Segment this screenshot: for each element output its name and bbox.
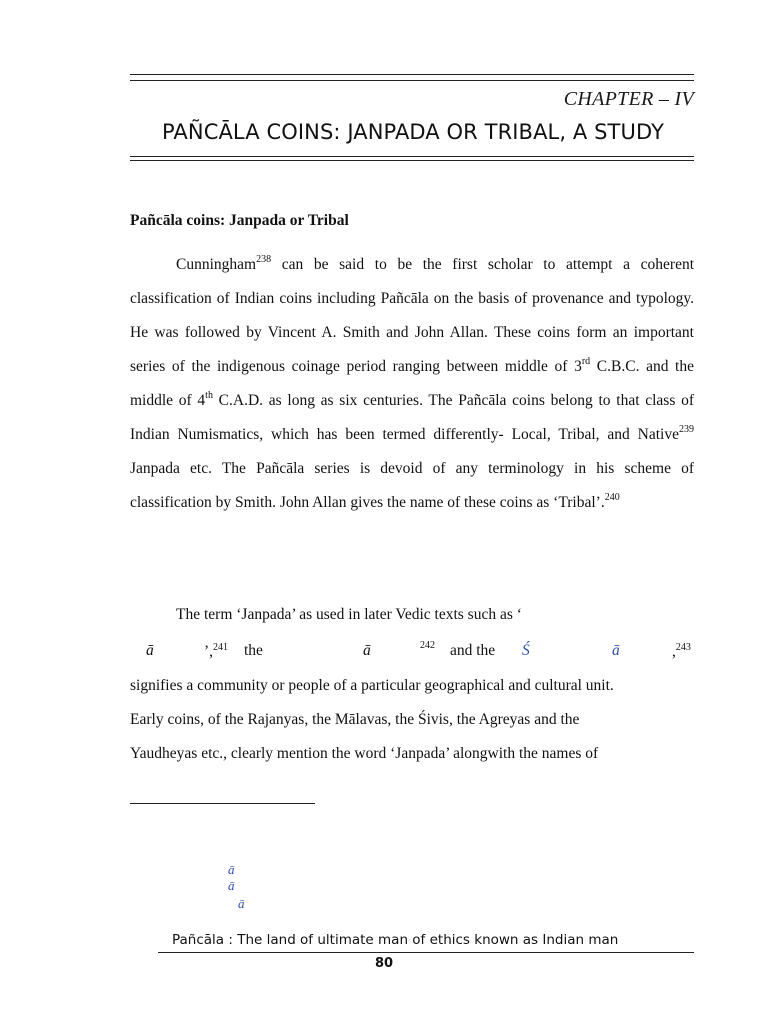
paragraph-cunningham: [130, 248, 694, 520]
title-rule-2: [130, 160, 694, 161]
para2-line-1-text: The term ‘Janpada’ as used in later Vedic texts such as ‘: [176, 606, 522, 623]
quote-close-text: ’,: [204, 643, 214, 661]
footer-caption: Pañcāla : The land of ultimate man of ethics known as Indian man: [172, 932, 619, 948]
footnote-ref-242[interactable]: 242: [420, 640, 435, 651]
para2-line-1: [130, 606, 694, 624]
vedic-text-fragment-4: ā: [612, 642, 620, 659]
comma-243: [672, 642, 691, 661]
top-rule-2: [130, 80, 694, 81]
para1-text-4: C.A.D. as long as six centuries. The Pañcāla coins belong to that class of Indian Numismatics, which has been termed differently- Local, Tribal, and Native: [130, 392, 694, 443]
top-rule-1: [130, 74, 694, 75]
para2-line-4: Early coins, of the Rajanyas, the Mālavas, the Śivis, the Agreyas and the: [130, 711, 580, 728]
footnote-separator: [130, 803, 315, 804]
vedic-text-fragment-1: ā: [146, 642, 154, 659]
vedic-text-fragment-3: Ś: [522, 642, 530, 659]
footer-rule: [158, 952, 694, 953]
words-and-the: and the: [450, 642, 496, 659]
superscript-rd: rd: [581, 355, 591, 367]
footnote-ref-240[interactable]: 240: [604, 491, 620, 503]
vedic-text-fragment-2: ā: [363, 642, 371, 659]
para2-line-5: Yaudheyas etc., clearly mention the word ‘Janpada’ alongwith the names of: [130, 745, 599, 762]
para1-text-1: Cunningham: [176, 256, 257, 273]
footnote-ref-243[interactable]: 243: [675, 642, 691, 653]
footnote-ref-238[interactable]: 238: [256, 253, 272, 265]
para1-text-2: can be said to be the first scholar to attempt a coherent classification of Indian coins including Pañcāla on the basis of provenance and typology. He was followed by Vincent A. Smith and John Allan. These coins form an important series of the indigenous coinage period ranging between middle of 3: [130, 256, 694, 375]
para2-line-3: signifies a community or people of a particular geographical and cultural unit.: [130, 677, 614, 694]
para1-text-3: C.B.C. and the middle of 4: [130, 358, 694, 409]
superscript-th: th: [205, 389, 213, 401]
quote-close: [204, 642, 228, 661]
footnote-ref-241[interactable]: 241: [213, 642, 229, 653]
title-rule-1: [130, 156, 694, 157]
comma-text: ,: [672, 643, 676, 661]
chapter-label: CHAPTER – IV: [563, 88, 694, 110]
para1-text-5: Janpada etc. The Pañcāla series is devoid of any terminology in his scheme of classification by Smith. John Allan gives the name of these coins as ‘Tribal’.: [130, 460, 694, 511]
word-the: the: [244, 642, 263, 659]
page-number: 80: [374, 956, 394, 971]
section-heading: Pañcāla coins: Janpada or Tribal: [130, 212, 349, 229]
footnote-ref-239[interactable]: 239: [679, 423, 694, 435]
footnote-glyph-2: ā: [228, 878, 235, 893]
chapter-title: PAÑCĀLA COINS: JANPADA OR TRIBAL, A STUDY: [162, 120, 664, 144]
footnote-glyph-3: ā: [238, 896, 245, 911]
footnote-glyph-1: ā: [228, 862, 235, 877]
